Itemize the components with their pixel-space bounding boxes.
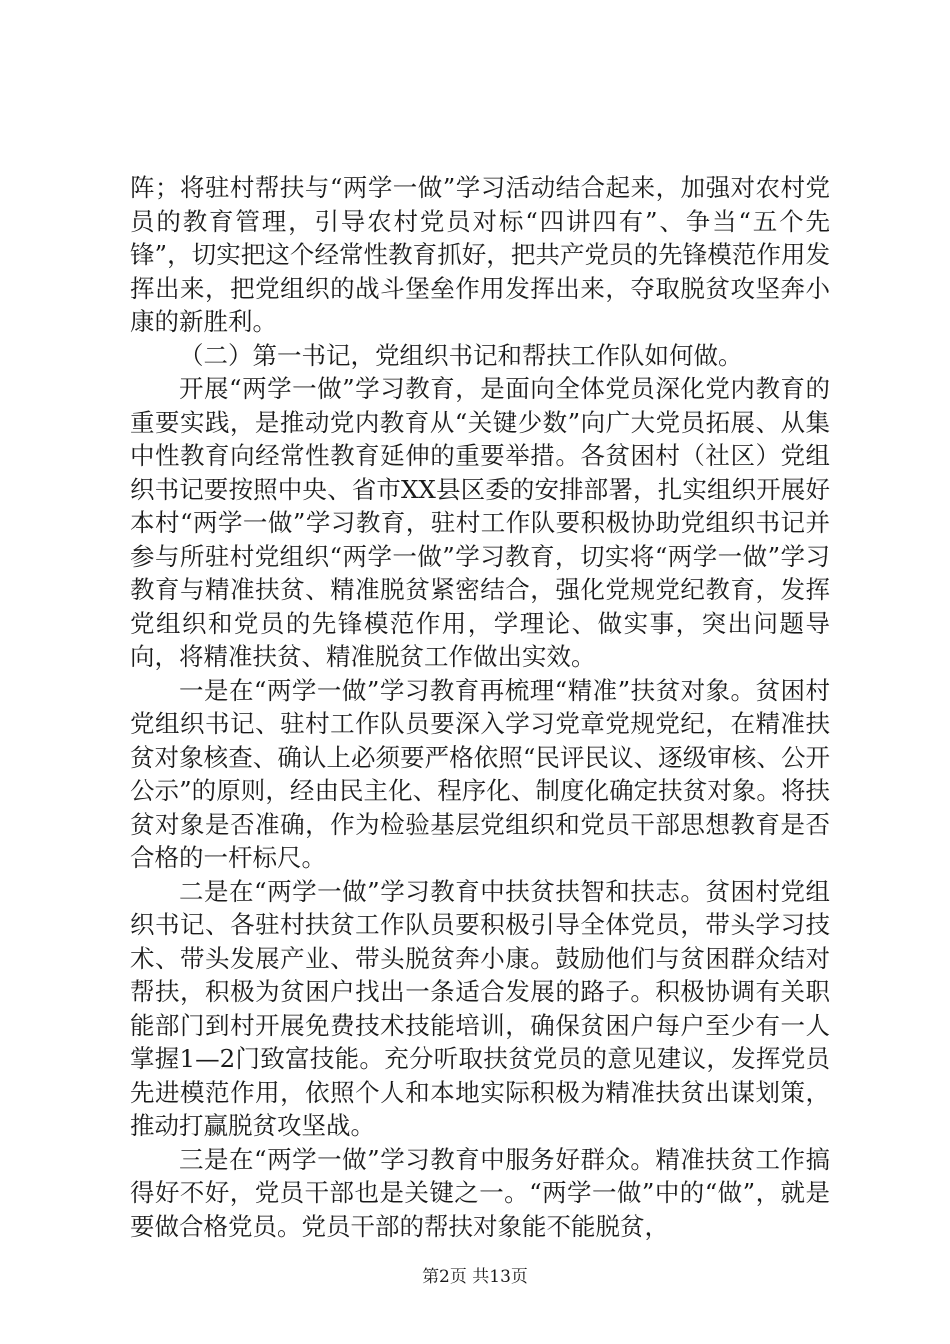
paragraph: 一是在“两学一做”学习教育再梳理“精准”扶贫对象。贫困村党组织书记、驻村工作队员要深入学习党章党规党纪，在精准扶贫对象核查、确认上必须要严格依照“民评民议、逐级审核、公开公示”的原则，经由民主化、程序化、制度化确定扶贫对象。将扶贫对象是否准确，作为检验基层党组织和党员干部思想教育是否合格的一杆标尺。: [130, 675, 830, 872]
document-body: [130, 171, 830, 1243]
paragraph-continuation: 阵；将驻村帮扶与“两学一做”学习活动结合起来，加强对农村党员的教育管理，引导农村党员对标“四讲四有”、争当“五个先锋”，切实把这个经常性教育抓好，把共产党员的先锋模范作用发挥出来，把党组织的战斗堡垒作用发挥出来，夺取脱贫攻坚奔小康的新胜利。: [130, 173, 830, 336]
paragraph: 三是在“两学一做”学习教育中服务好群众。精准扶贫工作搞得好不好，党员干部也是关键之一。“两学一做”中的“做”，就是要做合格党员。党员干部的帮扶对象能不能脱贫，: [130, 1144, 830, 1241]
page-footer: 第2页 共13页: [422, 1267, 528, 1287]
paragraph: 开展“两学一做”学习教育，是面向全体党员深化党内教育的重要实践，是推动党内教育从“关键少数”向广大党员拓展、从集中性教育向经常性教育延伸的重要举措。各贫困村（社区）党组织书记要按照中央、省市XX县区委的安排部署，扎实组织开展好本村“两学一做”学习教育，驻村工作队要积极协助党组织书记并参与所驻村党组织“两学一做”学习教育，切实将“两学一做”学习教育与精准扶贫、精准脱贫紧密结合，强化党规党纪教育，发挥党组织和党员的先锋模范作用，学理论、做实事，突出问题导向，将精准扶贫、精准脱贫工作做出实效。: [130, 374, 830, 671]
section-heading: （二）第一书记，党组织书记和帮扶工作队如何做。: [179, 340, 743, 370]
paragraph: 二是在“两学一做”学习教育中扶贫扶智和扶志。贫困村党组织书记、各驻村扶贫工作队员要积极引导全体党员，带头学习技术、带头发展产业、带头脱贫奔小康。鼓励他们与贫困群众结对帮扶，积极为贫困户找出一条适合发展的路子。积极协调有关职能部门到村开展免费技术技能培训，确保贫困户每户至少有一人掌握1—2门致富技能。充分听取扶贫党员的意见建议，发挥党员先进模范作用，依照个人和本地实际积极为精准扶贫出谋划策，推动打赢脱贫攻坚战。: [130, 876, 830, 1140]
